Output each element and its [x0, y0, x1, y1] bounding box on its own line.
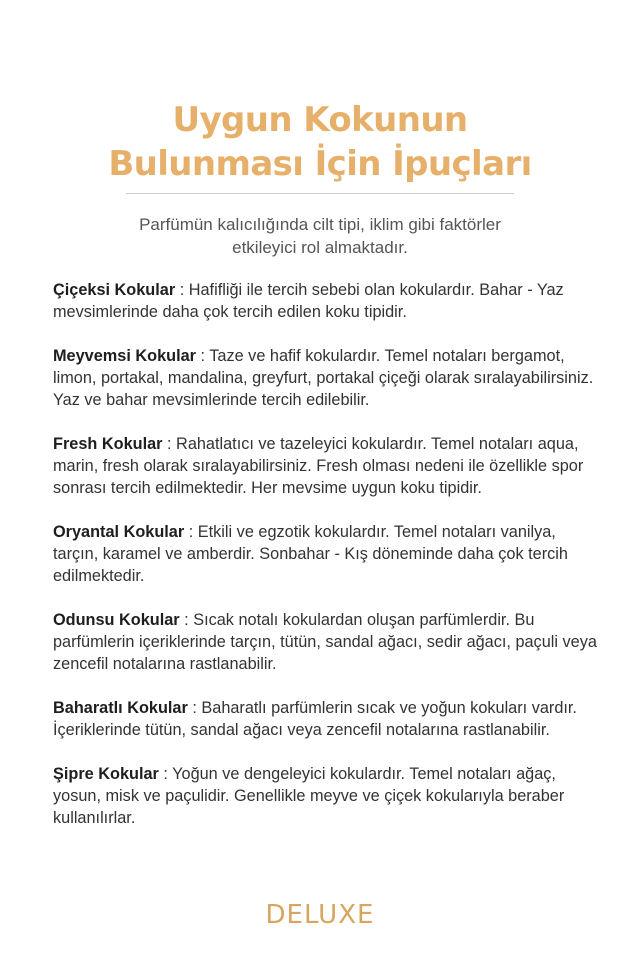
section-label: Meyvemsi Kokular [53, 347, 196, 365]
section-text: : Taze ve hafif kokulardır. Temel notaları bergamot, limon, portakal, mandalina, greyfurt, portakal çiçeği olarak sıralayabilirsiniz. Yaz ve bahar mevsimlerinde tercih edilebilir. [53, 347, 594, 409]
title-divider [126, 193, 514, 194]
section-text: : Etkili ve egzotik kokulardır. Temel notaları vanilya, tarçın, karamel ve amberdir. Sonbahar - Kış döneminde daha çok tercih edilmektedir. [53, 523, 568, 585]
section-meyvemsi [53, 345, 601, 411]
scent-types-list [53, 279, 601, 851]
section-text: : Rahatlatıcı ve tazeleyici kokulardır. Temel notaları aqua, marin, fresh olarak sıralayabilirsiniz. Fresh olması nedeni ile özellikle spor sonrası tercih edilmektedir. Her mevsime uygun koku tipidir. [53, 435, 584, 497]
intro-text-line-1: Parfümün kalıcılığında cilt tipi, iklim gibi faktörler [139, 215, 501, 234]
page-title [0, 98, 640, 186]
intro-text-line-2: etkileyici rol almaktadır. [232, 238, 408, 257]
brand-logo: DELUXE [265, 900, 375, 930]
section-oryantal [53, 521, 601, 587]
intro-text [60, 213, 580, 259]
page-title-line-1: Uygun Kokunun [172, 100, 468, 140]
section-label: Oryantal Kokular [53, 523, 185, 541]
section-label: Şipre Kokular [53, 765, 159, 783]
section-baharatli [53, 697, 601, 741]
section-odunsu [53, 609, 601, 675]
section-fresh [53, 433, 601, 499]
section-sipre [53, 763, 601, 829]
section-text: : Yoğun ve dengeleyici kokulardır. Temel notaları ağaç, yosun, misk ve paçulidir. Genellikle meyve ve çiçek kokularıyla beraber kullanılırlar. [53, 765, 565, 827]
section-text: : Hafifliği ile tercih sebebi olan kokulardır. Bahar - Yaz mevsimlerinde daha çok tercih edilen koku tipidir. [53, 281, 564, 321]
section-text: : Baharatlı parfümlerin sıcak ve yoğun kokuları vardır. İçeriklerinde tütün, sandal ağacı veya zencefil notalarına rastlanabilir. [53, 699, 577, 739]
section-ciceksi [53, 279, 601, 323]
page-title-line-2: Bulunması İçin İpuçları [108, 144, 532, 184]
section-label: Çiçeksi Kokular [53, 281, 176, 299]
section-text: : Sıcak notalı kokulardan oluşan parfümlerdir. Bu parfümlerin içeriklerinde tarçın, tütün, sandal ağacı, sedir ağacı, paçuli veya zencefil notalarına rastlanabilir. [53, 611, 597, 673]
section-label: Odunsu Kokular [53, 611, 180, 629]
section-label: Fresh Kokular [53, 435, 163, 453]
section-label: Baharatlı Kokular [53, 699, 188, 717]
